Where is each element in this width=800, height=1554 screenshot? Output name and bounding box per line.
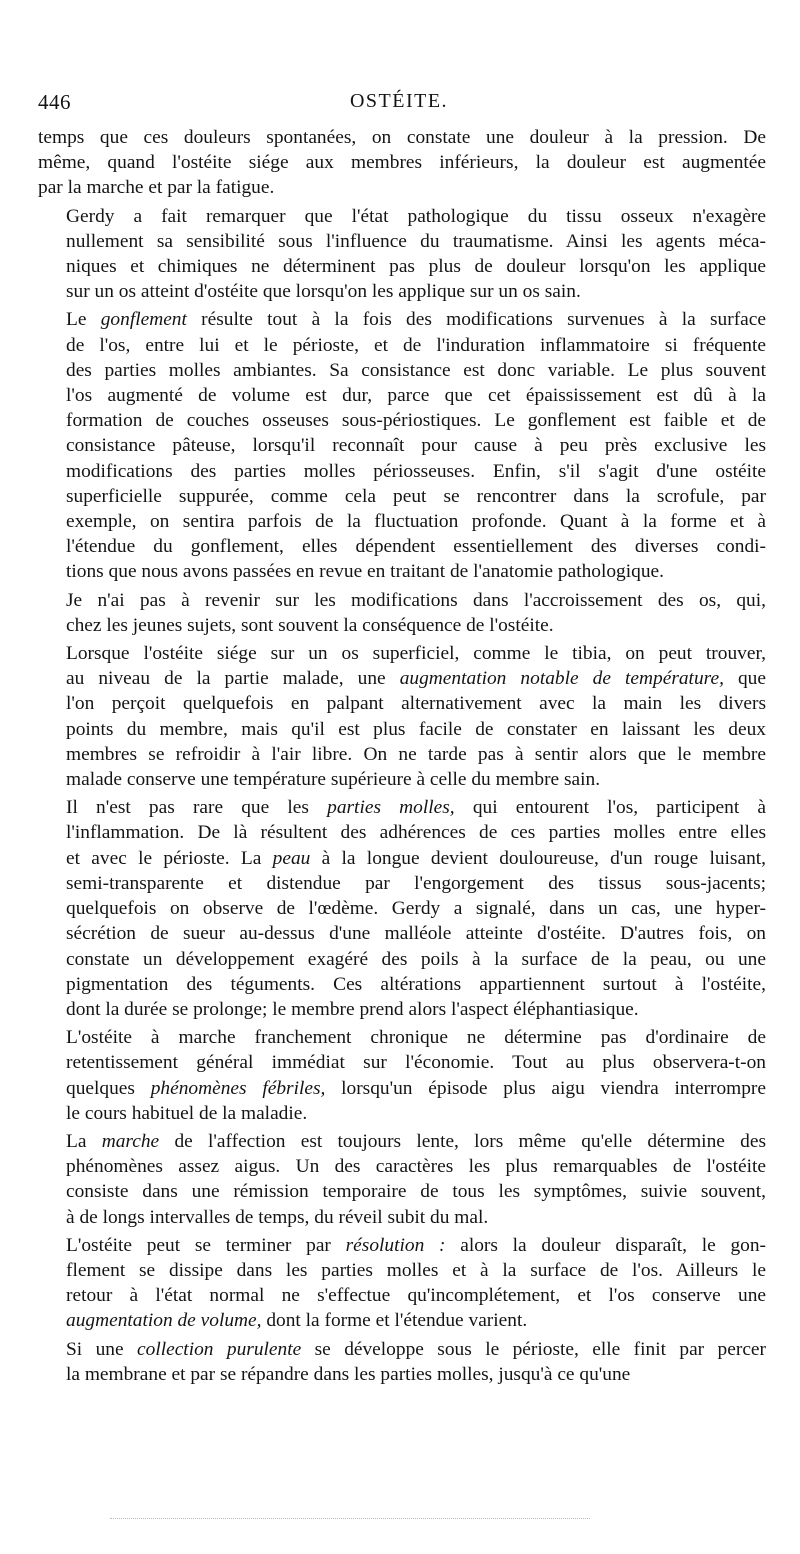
- text-line: chez les jeunes sujets, sont souvent la conséquence de l'ostéite.: [66, 614, 554, 636]
- text-line: augmentation de volume, dont la forme et l'étendue varient.: [66, 1310, 528, 1332]
- text-line: superficielle suppurée, comme cela peut se rencontrer dans la scrofule, par: [66, 485, 766, 507]
- text-line: phénomènes assez aigus. Un des caractères les plus remarquables de l'ostéite: [66, 1156, 766, 1178]
- text-line: des parties molles ambiantes. Sa consistance est donc variable. Le plus souvent: [66, 359, 766, 381]
- text-line: retentissement général immédiat sur l'économie. Tout au plus observera-t-on: [66, 1052, 766, 1074]
- text-line: exemple, on sentira parfois de la fluctuation profonde. Quant à la forme et à: [66, 511, 766, 533]
- paragraph: [38, 125, 766, 201]
- paragraph: [38, 641, 766, 792]
- text-line: L'ostéite à marche franchement chronique ne détermine pas d'ordinaire de: [66, 1027, 766, 1049]
- text-line: points du membre, mais qu'il est plus facile de constater en laissant les deux: [66, 718, 766, 740]
- text-line: même, quand l'ostéite siége aux membres inférieurs, la douleur est augmentée: [38, 152, 766, 174]
- text-line: Le gonflement résulte tout à la fois des modifications survenues à la surface: [66, 309, 766, 331]
- text-line: dont la durée se prolonge; le membre prend alors l'aspect éléphantiasique.: [66, 998, 639, 1020]
- paragraph: [38, 795, 766, 1022]
- text-line: nullement sa sensibilité sous l'influence du traumatisme. Ainsi les agents méca-: [66, 230, 766, 252]
- text-line: membres se refroidir à l'air libre. On ne tarde pas à sentir alors que le membre: [66, 743, 766, 765]
- text-line: pigmentation des téguments. Ces altérations appartiennent surtout à l'ostéite,: [66, 973, 766, 995]
- text-line: malade conserve une température supérieure à celle du membre sain.: [66, 769, 601, 791]
- text-line: sur un os atteint d'ostéite que lorsqu'on les applique sur un os sain.: [66, 281, 581, 303]
- text-line: Lorsque l'ostéite siége sur un os superficiel, comme le tibia, on peut trouver,: [66, 643, 766, 665]
- page-header: [38, 90, 760, 120]
- paragraph: [38, 588, 766, 638]
- text-line: Si une collection purulente se développe sous le périoste, elle finit par percer: [66, 1338, 766, 1360]
- text-line: consiste dans une rémission temporaire de tous les symptômes, suivie souvent,: [66, 1181, 766, 1203]
- paragraph: [38, 204, 766, 305]
- text-line: niques et chimiques ne déterminent pas plus de douleur lorsqu'on les applique: [66, 256, 766, 278]
- paragraph: [38, 307, 766, 584]
- text-line: L'ostéite peut se terminer par résolution : alors la douleur disparaît, le gon-: [66, 1234, 766, 1256]
- text-line: temps que ces douleurs spontanées, on constate une douleur à la pression. De: [38, 127, 766, 148]
- text-line: de l'os, entre lui et le périoste, et de l'induration inflammatoire si fréquente: [66, 334, 766, 356]
- text-line: à de longs intervalles de temps, du réveil subit du mal.: [66, 1206, 489, 1228]
- text-line: et avec le périoste. La peau à la longue devient douloureuse, d'un rouge luisant,: [66, 847, 767, 869]
- page-footer-rule: [110, 1518, 590, 1519]
- text-line: consistance pâteuse, lorsqu'il reconnaît pour cause à peu près exclusive les: [66, 435, 766, 457]
- text-line: semi-transparente et distendue par l'engorgement des tissus sous-jacents;: [66, 872, 766, 894]
- paragraph: [38, 1337, 766, 1387]
- text-line: constate un développement exagéré des poils à la surface de la peau, ou une: [66, 948, 766, 970]
- text-line: flement se dissipe dans les parties molles et à la surface de l'os. Ailleurs le: [66, 1259, 766, 1281]
- paragraph: [38, 1025, 766, 1126]
- text-line: quelques phénomènes fébriles, lorsqu'un épisode plus aigu viendra interrompre: [66, 1077, 766, 1099]
- text-line: Je n'ai pas à revenir sur les modifications dans l'accroissement des os, qui,: [66, 589, 766, 611]
- page-number: 446: [38, 90, 71, 114]
- text-line: l'on perçoit quelquefois en palpant alternativement avec la main les divers: [66, 693, 766, 715]
- text-line: l'os augmenté de volume est dur, parce que cet épaississement est dû à la: [66, 385, 766, 407]
- text-line: l'étendue du gonflement, elles dépendent essentiellement des diverses condi-: [66, 536, 766, 558]
- text-line: retour à l'état normal ne s'effectue qu'incomplétement, et l'os conserve une: [66, 1285, 766, 1307]
- paragraph: [38, 1233, 766, 1334]
- running-head: OSTÉITE.: [349, 90, 449, 112]
- body-text: [38, 125, 766, 1387]
- text-line: La marche de l'affection est toujours lente, lors même qu'elle détermine des: [66, 1130, 766, 1152]
- text-line: au niveau de la partie malade, une augmentation notable de température, que: [66, 668, 766, 690]
- text-line: l'inflammation. De là résultent des adhérences de ces parties molles entre elles: [66, 822, 766, 844]
- text-line: modifications des parties molles périosseuses. Enfin, s'il s'agit d'une ostéite: [66, 460, 766, 482]
- text-line: tions que nous avons passées en revue en traitant de l'anatomie pathologique.: [66, 561, 664, 583]
- text-line: la membrane et par se répandre dans les parties molles, jusqu'à ce qu'une: [66, 1363, 631, 1385]
- text-line: quelquefois on observe de l'œdème. Gerdy a signalé, dans un cas, une hyper-: [66, 898, 766, 920]
- text-line: formation de couches osseuses sous-périostiques. Le gonflement est faible et de: [66, 410, 766, 432]
- text-line: le cours habituel de la maladie.: [66, 1102, 308, 1124]
- text-line: par la marche et par la fatigue.: [38, 177, 275, 199]
- text-line: Il n'est pas rare que les parties molles, qui entourent l'os, participent à: [66, 797, 766, 819]
- text-line: sécrétion de sueur au-dessus d'une malléole atteinte d'ostéite. D'autres fois, on: [66, 923, 766, 945]
- text-line: Gerdy a fait remarquer que l'état pathologique du tissu osseux n'exagère: [66, 205, 766, 227]
- paragraph: [38, 1129, 766, 1230]
